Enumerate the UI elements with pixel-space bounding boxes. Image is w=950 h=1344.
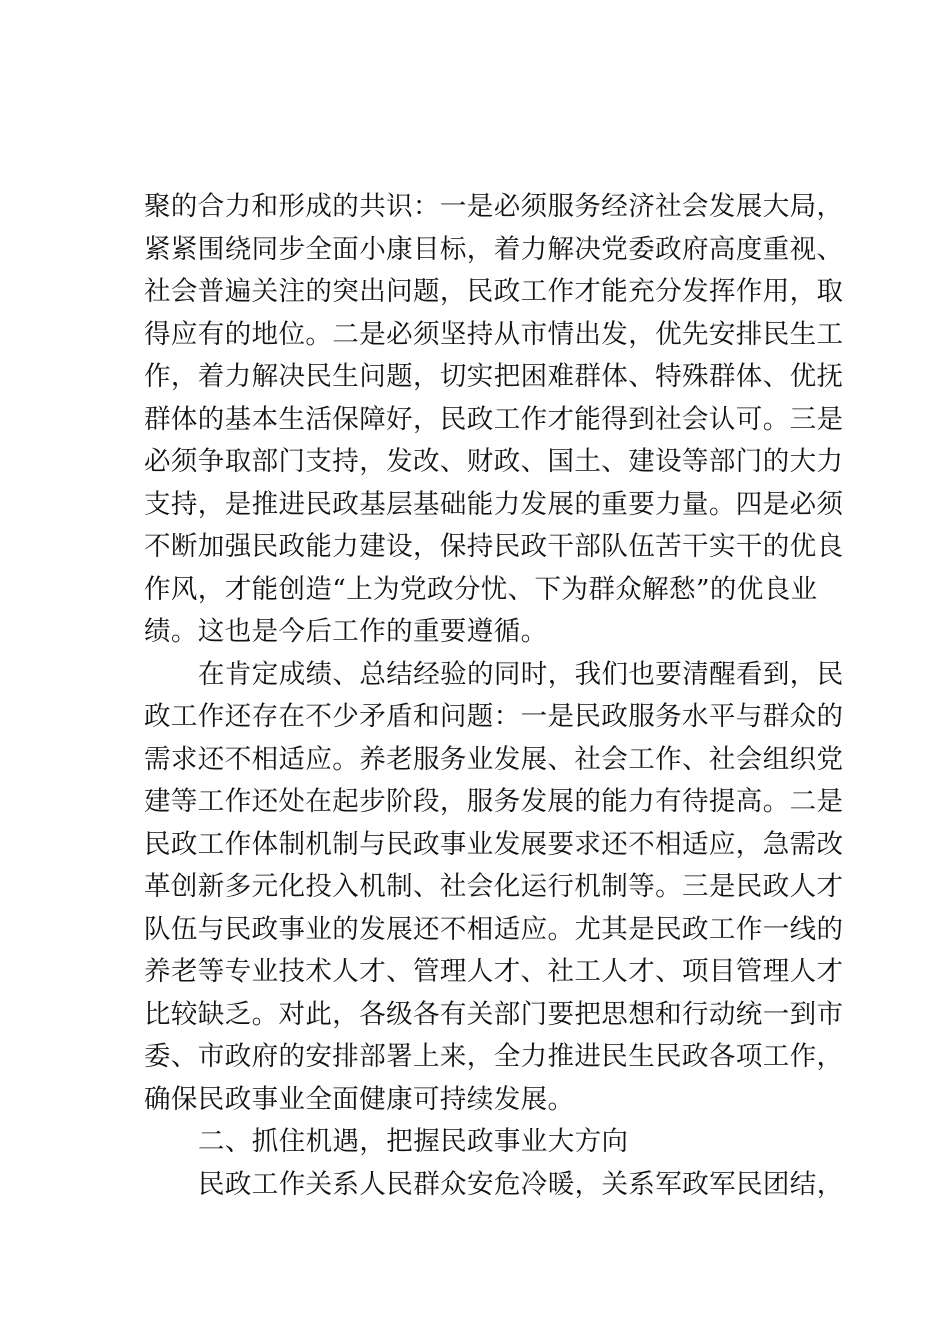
text-line: 建等工作还处在起步阶段，服务发展的能力有待提高。二是	[144, 786, 844, 817]
text-line: 队伍与民政事业的发展还不相适应。尤其是民政工作一线的	[144, 913, 844, 945]
text-line: 确保民政事业全面健康可持续发展。	[144, 1083, 575, 1115]
text-line: 民政工作体制机制与民政事业发展要求还不相适应，急需改	[144, 828, 844, 860]
paragraph-start-line: 在肯定成绩、总结经验的同时，我们也要清醒看到，民	[198, 658, 844, 690]
text-line: 比较缺乏。对此，各级各有关部门要把思想和行动统一到市	[144, 998, 844, 1030]
text-line: 紧紧围绕同步全面小康目标，着力解决党委政府高度重视、	[144, 233, 844, 265]
text-line: 委、市政府的安排部署上来，全力推进民生民政各项工作，	[144, 1041, 844, 1072]
paragraph-start-line: 民政工作关系人民群众安危冷暖，关系军政军民团结，	[198, 1168, 844, 1200]
text-line: 政工作还存在不少矛盾和问题：一是民政服务水平与群众的	[144, 701, 844, 732]
text-line: 支持，是推进民政基层基础能力发展的重要力量。四是必须	[144, 488, 844, 520]
text-line: 聚的合力和形成的共识：一是必须服务经济社会发展大局，	[144, 191, 844, 222]
text-line: 绩。这也是今后工作的重要遵循。	[144, 616, 548, 647]
text-line: 必须争取部门支持，发改、财政、国土、建设等部门的大力	[144, 446, 844, 477]
text-line: 群体的基本生活保障好，民政工作才能得到社会认可。三是	[144, 403, 844, 435]
text-line: 作，着力解决民生问题，切实把困难群体、特殊群体、优抚	[144, 361, 844, 392]
text-line: 养老等专业技术人才、管理人才、社工人才、项目管理人才	[144, 956, 844, 987]
text-line: 得应有的地位。二是必须坚持从市情出发，优先安排民生工	[144, 318, 844, 350]
text-line: 社会普遍关注的突出问题，民政工作才能充分发挥作用，取	[144, 276, 844, 307]
text-line: 不断加强民政能力建设，保持民政干部队伍苦干实干的优良	[144, 531, 844, 562]
text-line: 作风，才能创造“上为党政分忧、下为群众解愁”的优良业	[144, 573, 818, 605]
text-line: 需求还不相适应。养老服务业发展、社会工作、社会组织党	[144, 743, 844, 775]
section-heading: 二、抓住机遇，把握民政事业大方向	[198, 1126, 629, 1157]
document-body	[144, 186, 844, 1206]
text-line: 革创新多元化投入机制、社会化运行机制等。三是民政人才	[144, 871, 844, 902]
